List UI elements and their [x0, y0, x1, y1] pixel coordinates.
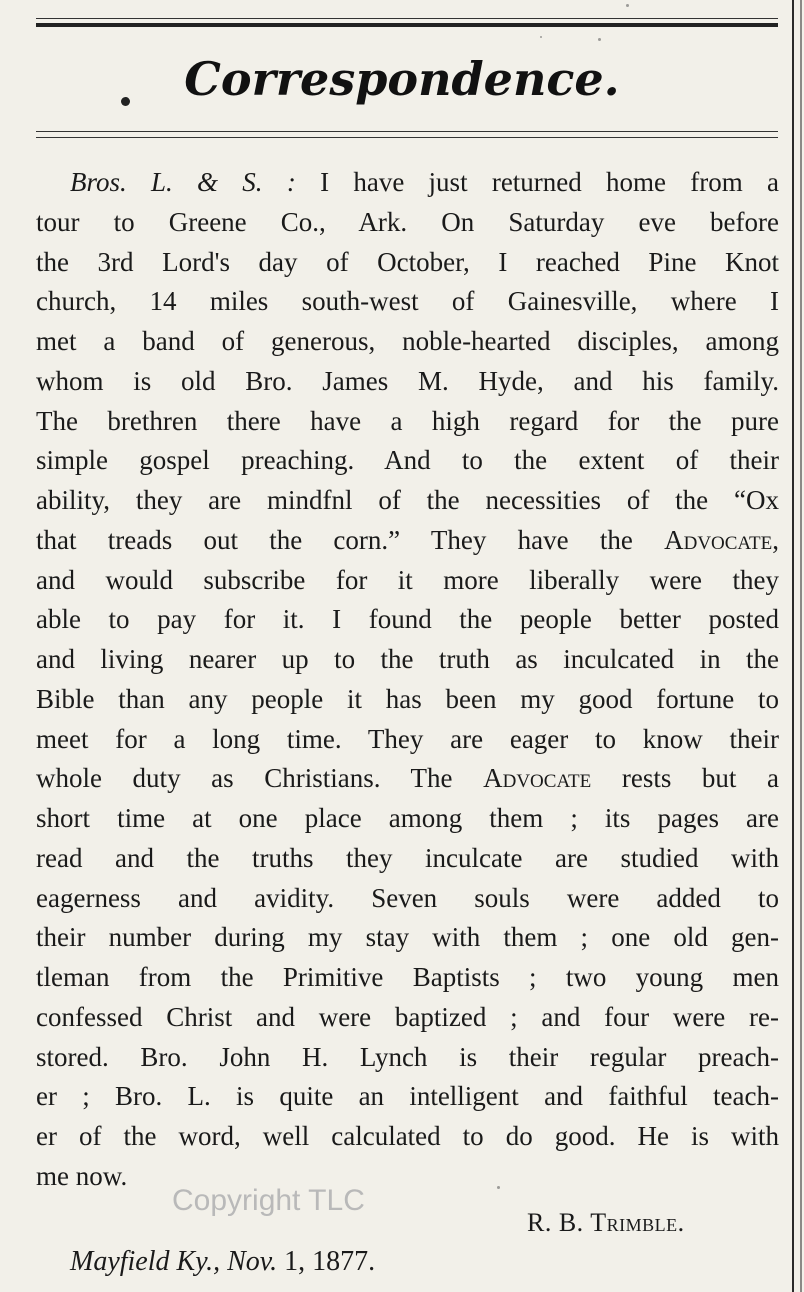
top-rule-thin [36, 18, 778, 19]
advocate-name: Advocate, [664, 524, 780, 555]
text-line: whom is old Bro. James M. Hyde, and his family. [36, 365, 779, 396]
text-line: able to pay for it. I found the people better posted [36, 604, 779, 635]
text-line: church, 14 miles south-west of Gainesville, where I [36, 286, 779, 317]
text-line: The brethren there have a high regard for the pure [36, 405, 779, 436]
text-line: the 3rd Lord's day of October, I reached Pine Knot [36, 246, 779, 277]
text-line: eagerness and avidity. Seven souls were added to [36, 882, 779, 913]
dateline-month: Nov. [227, 1246, 278, 1277]
heading-rule-bottom [36, 137, 778, 138]
ink-speck [540, 36, 542, 38]
text-line: stored. Bro. John H. Lynch is their regular preach- [36, 1041, 779, 1072]
advocate-name: Advocate [483, 763, 592, 794]
text-line: er of the word, well calculated to do good. He is with [36, 1121, 779, 1151]
salutation: Bros. L. & S. : [70, 167, 296, 197]
text-line: confessed Christ and were baptized ; and four were re- [36, 1001, 779, 1032]
dateline [70, 1246, 375, 1278]
column-border [792, 0, 794, 1292]
copyright-watermark: Copyright TLC [172, 1184, 365, 1217]
ink-speck [626, 4, 629, 7]
top-rule-thick [36, 23, 778, 27]
text-line: met a band of generous, noble-hearted disciples, among [36, 326, 779, 356]
text-line: read and the truths they inculcate are studied with [36, 842, 779, 873]
dateline-place: Mayfield Ky., [70, 1246, 221, 1277]
text-line: short time at one place among them ; its pages are [36, 803, 779, 833]
text-line: and living nearer up to the truth as inculcated in the [36, 644, 779, 674]
column-border-outer [800, 0, 802, 1292]
text-line: simple gospel preaching. And to the extent of their [36, 445, 779, 476]
text-line: and would subscribe for it more liberally were they [36, 564, 779, 595]
text-line: tleman from the Primitive Baptists ; two young men [36, 962, 779, 992]
text-line: meet for a long time. They are eager to know their [36, 723, 779, 754]
heading-rule-top [36, 131, 778, 132]
letter-body [36, 163, 779, 1197]
text-line: Bros. L. & S. : I have just returned home from a [70, 167, 780, 197]
text-line: ability, they are mindfnl of the necessities of the “Ox [36, 485, 779, 515]
text-line: Bible than any people it has been my good fortune to [36, 683, 779, 714]
text-line: that treads out the corn.” They have the Advocate, [36, 524, 780, 555]
signature: R. B. Trimble. [527, 1208, 685, 1237]
text-line: er ; Bro. L. is quite an intelligent and faithful teach- [36, 1081, 779, 1112]
dateline-date: 1, 1877. [284, 1246, 376, 1277]
section-heading: Correspondence. [184, 52, 620, 106]
ink-speck [497, 1186, 500, 1189]
text-line: me now. [36, 1160, 128, 1191]
ink-speck [598, 38, 601, 41]
text-line: tour to Greene Co., Ark. On Saturday eve before [36, 206, 779, 237]
text-line: whole duty as Christians. The Advocate rests but a [36, 763, 779, 794]
text-line: their number during my stay with them ; one old gen- [36, 922, 779, 953]
